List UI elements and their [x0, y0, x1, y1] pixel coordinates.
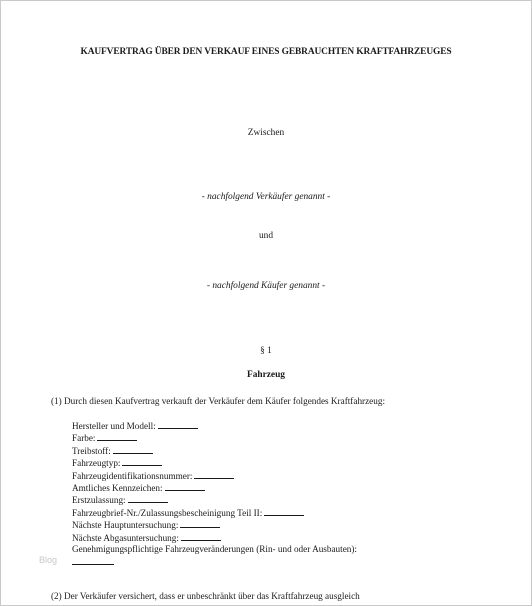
field-row — [72, 493, 502, 505]
field-label: Farbe: — [72, 433, 96, 444]
field-label: Fahrzeugidentifikationsnummer: — [72, 470, 193, 481]
section-number: § 1 — [260, 346, 272, 356]
field-row — [72, 444, 502, 456]
field-blank[interactable] — [158, 419, 198, 429]
buyer-designation: - nachfolgend Käufer genannt - — [206, 281, 326, 291]
field-row — [72, 469, 502, 481]
watermark: Blog — [39, 555, 58, 565]
intro-paragraph: (1) Durch diesen Kaufvertrag verkauft der Verkäufer dem Käufer folgendes Kraftfahrzeug: — [51, 396, 385, 406]
field-label: Nächste Abgasuntersuchung: — [72, 532, 179, 543]
field-blank[interactable] — [194, 469, 234, 479]
paragraph-2: (2) Der Verkäufer versichert, dass er unbeschränkt über das Kraftfahrzeug ausgleich — [51, 591, 360, 601]
field-row — [72, 481, 502, 493]
field-blank[interactable] — [181, 531, 221, 541]
field-row-continuation — [72, 555, 502, 567]
field-blank[interactable] — [264, 506, 304, 516]
field-label: Amtliches Kennzeichen: — [72, 482, 163, 493]
field-blank[interactable] — [72, 555, 114, 565]
field-blank[interactable] — [113, 444, 153, 454]
field-label: Fahrzeugtyp: — [72, 458, 121, 469]
field-blank[interactable] — [122, 456, 162, 466]
field-row — [72, 506, 502, 518]
document-title: KAUFVERTRAG ÜBER DEN VERKAUF EINES GEBRAUCHTEN KRAFTFAHRZEUGES — [80, 47, 452, 57]
field-blank[interactable] — [180, 518, 220, 528]
field-label: Hersteller und Modell: — [72, 421, 156, 431]
field-row — [72, 543, 502, 555]
field-blank[interactable] — [97, 431, 137, 441]
field-row — [72, 518, 502, 530]
field-row — [72, 419, 502, 431]
field-label: Genehmigungspflichtige Fahrzeugveränderungen (Rin- und oder Ausbauten): — [72, 543, 357, 554]
section-title: Fahrzeug — [246, 370, 285, 380]
field-row — [72, 531, 502, 543]
seller-designation: - nachfolgend Verkäufer genannt - — [201, 192, 331, 202]
field-label: Fahrzeugbrief-Nr./Zulassungsbescheinigung Teil II: — [72, 507, 263, 518]
field-label: Nächste Hauptuntersuchung: — [72, 520, 179, 531]
field-label: Treibstoff: — [72, 445, 111, 456]
field-blank[interactable] — [128, 493, 168, 503]
between-label: Zwischen — [247, 128, 285, 138]
field-row — [72, 456, 502, 468]
field-blank[interactable] — [165, 481, 205, 491]
field-row — [72, 431, 502, 443]
vehicle-field-list — [72, 419, 502, 568]
and-label: und — [258, 231, 274, 241]
field-label: Erstzulassung: — [72, 495, 126, 506]
